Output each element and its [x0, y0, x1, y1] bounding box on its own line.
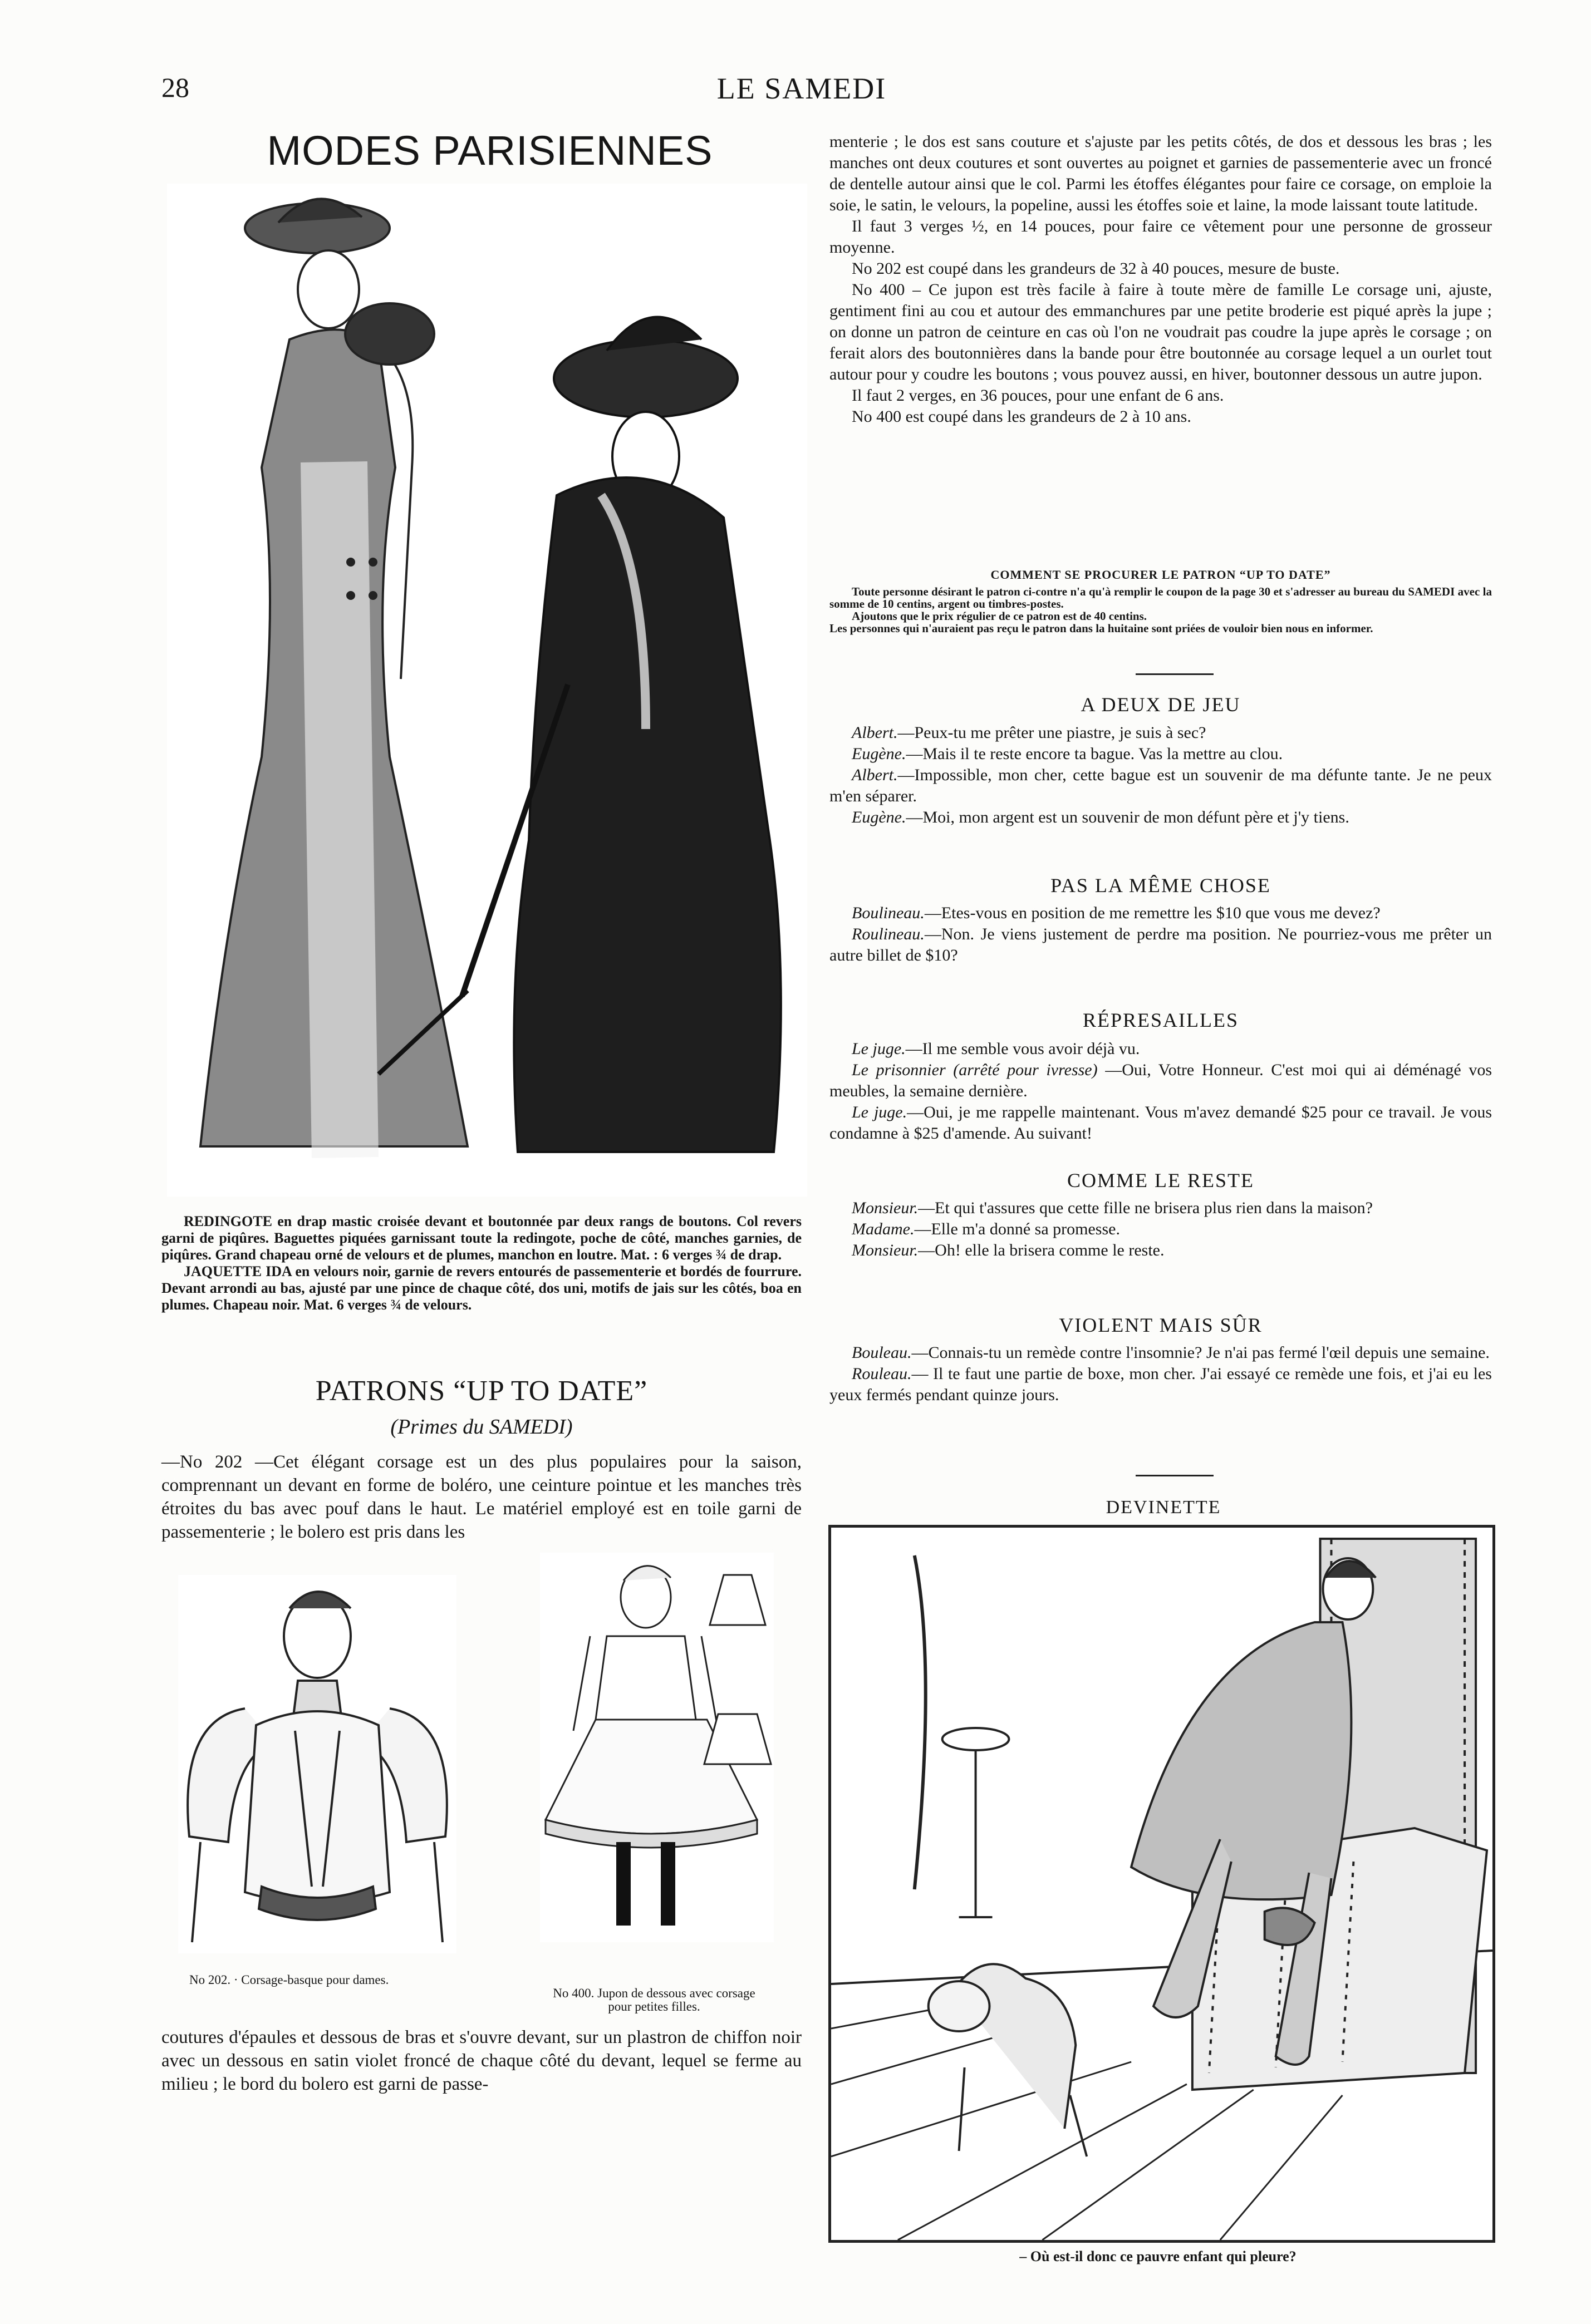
line-text: —Etes-vous en position de me remettre les $10 que vous me devez? — [924, 904, 1381, 922]
journal-title: LE SAMEDI — [716, 72, 887, 105]
paragraph: Il faut 3 verges ½, en 14 pouces, pour faire ce vêtement pour une personne de grosseur moyenne. — [829, 217, 1492, 257]
dialogue-line — [829, 1102, 1492, 1144]
paragraph: No 400 est coupé dans les grandeurs de 2 à 10 ans. — [852, 407, 1191, 426]
comment-body — [829, 585, 1492, 634]
divider — [1136, 673, 1214, 675]
dialogue-line — [829, 1363, 1492, 1406]
section-title-violent-mais-sur: VIOLENT MAIS SÛR — [1059, 1314, 1263, 1336]
dialogue-line — [829, 1342, 1492, 1363]
caption-redingote: REDINGOTE en drap mastic croisée devant et boutonnée par deux rangs de boutons. Col revers garni de piqûres. Baguettes piquées garnissant toute la redingote, poche de côté, manches garnies, de piqûres. Grand chapeau orné de velours et de plumes, manchon en loutre. Mat. : 6 verges ¾ de drap. — [161, 1213, 802, 1263]
section-title-modes: MODES PARISIENNES — [267, 127, 713, 174]
line-text: —Non. Je viens justement de perdre ma position. Ne pourriez-vous me prêter un autre billet de $10? — [829, 925, 1492, 964]
line-text: —Oui, je me rappelle maintenant. Vous m'avez demandé $25 pour ce travail. Je vous condamne à $25 d'amende. Au suivant! — [829, 1103, 1492, 1143]
speaker: Albert. — [852, 766, 898, 784]
paragraph: No 400 – Ce jupon est très facile à faire à toute mère de famille Le corsage uni, ajuste, gentiment fini au cou et autour des emmanchures par une petite broderie est piqué après la jupe ; on donne un patron de ceinture en cas où l'on ne voudrait pas coudre la jupe après le corsage ; on ferait alors des boutonnières dans la bande pour être boutonnée au corsage lequel a un ourlet tout autour pour y coudre les boutons ; vous pouvez aussi, en hiver, boutonner dessous un autre jupon. — [829, 280, 1492, 383]
caption-jaquette: JAQUETTE IDA en velours noir, garnie de revers entourés de passementerie et bordés de fourrure. Devant arrondi au bas, ajusté par une pince de chaque côté, dos uni, motifs de jais sur les côtés, boa en plumes. Chapeau noir. Mat. 6 verges ¾ de velours. — [161, 1263, 802, 1313]
dialogue-line — [829, 903, 1492, 924]
speaker: Monsieur. — [852, 1241, 919, 1259]
speaker: Boulineau. — [852, 904, 925, 922]
speaker: Le prisonnier (arrêté pour ivresse) — [852, 1061, 1098, 1079]
section-title-pas-la-meme-chose: PAS LA MÊME CHOSE — [1050, 874, 1271, 897]
speaker: Madame. — [852, 1220, 915, 1238]
line-text: —Oh! elle la brisera comme le reste. — [918, 1241, 1165, 1259]
dialogue-line — [829, 765, 1492, 807]
fashion-caption — [161, 1213, 802, 1313]
dialogue-a-deux-de-jeu — [829, 722, 1492, 828]
line-text: —Peux-tu me prêter une piastre, je suis à sec? — [897, 723, 1206, 742]
dialogue-violent-mais-sur — [829, 1342, 1492, 1406]
devinette-caption: – Où est-il donc ce pauvre enfant qui pleure? — [1019, 2248, 1297, 2264]
devinette-illustration — [828, 1525, 1495, 2243]
section-title-devinette: DEVINETTE — [1106, 1497, 1221, 1518]
section-title-patrons: PATRONS “UP TO DATE” — [315, 1375, 648, 1407]
comment-line: Les personnes qui n'auraient pas reçu le patron dans la huitaine sont priées de vouloir bien nous en informer. — [829, 622, 1373, 635]
speaker: Albert. — [852, 723, 898, 742]
patrons-description — [829, 131, 1492, 427]
corsage-illustration — [178, 1575, 456, 1953]
line-text: —Elle m'a donné sa promesse. — [914, 1220, 1120, 1238]
section-title-a-deux-de-jeu: A DEUX DE JEU — [1081, 693, 1241, 716]
page-number: 28 — [161, 72, 189, 103]
speaker: Roulineau. — [852, 925, 925, 943]
dialogue-line — [829, 1198, 1492, 1219]
line-text: —Il me semble vous avoir déjà vu. — [905, 1040, 1140, 1058]
speaker: Eugène. — [852, 808, 906, 826]
dialogue-line — [829, 924, 1492, 966]
comment-line: Toute personne désirant le patron ci-contre n'a qu'à remplir le coupon de la page 30 et s'adresser au bureau du SAMEDI avec la somme de 10 centins, argent ou timbres-postes. — [829, 585, 1492, 610]
jupon-illustration — [540, 1553, 774, 1942]
figure-202-caption: No 202. · Corsage-basque pour dames. — [189, 1973, 389, 1987]
patrons-continued-text: coutures d'épaules et dessous de bras et s'ouvre devant, sur un plastron de chiffon noir avec un dessous en satin violet froncé de chaque côté du devant, lequel se ferme au milieu ; le bord du bolero est garni de passe- — [161, 2027, 802, 2094]
figure-400-caption-line2: pour petites filles. — [608, 2000, 700, 2013]
comment-line: Ajoutons que le prix régulier de ce patron est de 40 centins. — [852, 609, 1147, 623]
dialogue-represailles — [829, 1038, 1492, 1144]
figure-400-caption-line1: No 400. Jupon de dessous avec corsage — [553, 1986, 755, 2000]
dialogue-line — [829, 807, 1492, 828]
paragraph: No 202 est coupé dans les grandeurs de 32 à 40 pouces, mesure de buste. — [852, 259, 1340, 278]
fashion-illustration — [167, 184, 807, 1197]
line-text: —Moi, mon argent est un souvenir de mon défunt père et j'y tiens. — [906, 808, 1349, 826]
section-title-comme-le-reste: COMME LE RESTE — [1067, 1169, 1254, 1191]
line-text: —Mais il te reste encore ta bague. Vas la mettre au clou. — [906, 745, 1283, 763]
dialogue-line — [829, 1240, 1492, 1261]
line-text: —Et qui t'assures que cette fille ne brisera plus rien dans la maison? — [918, 1199, 1373, 1217]
woman-redingote-figure — [200, 199, 468, 1158]
dialogue-comme-le-reste — [829, 1198, 1492, 1261]
dialogue-line — [829, 744, 1492, 765]
paragraph: menterie ; le dos est sans couture et s'ajuste par les petits côtés, de dos et dessous les bras ; les manches ont deux coutures et sont ouvertes au poignet et garnies de passementerie avec un froncé de dentelle autour ainsi que le col. Parmi les étoffes élégantes pour faire ce corsage, on emploie la soie, le satin, le velours, la popeline, aussi les étoffes soie et laine, la mode laissant toute latitude. — [829, 132, 1492, 214]
speaker: Le juge. — [852, 1103, 907, 1121]
patrons-subtitle: (Primes du SAMEDI) — [390, 1415, 573, 1439]
speaker: Bouleau. — [852, 1343, 912, 1362]
speaker: Eugène. — [852, 745, 906, 763]
dialogue-line — [829, 1219, 1492, 1240]
comment-heading: COMMENT SE PROCURER LE PATRON “UP TO DATE” — [990, 568, 1331, 582]
dialogue-pas-la-meme-chose — [829, 903, 1492, 966]
patrons-intro-text: —No 202 —Cet élégant corsage est un des plus populaires pour la saison, comprennant un devant en forme de boléro, une ceinture pointue et les manches très étroites du bas avec pouf dans le haut. Le matériel employé est en toile garni de passementerie ; le bolero est pris dans les — [161, 1452, 802, 1542]
section-title-represailles: RÉPRESAILLES — [1082, 1009, 1239, 1031]
divider — [1136, 1475, 1214, 1476]
speaker: Le juge. — [852, 1040, 906, 1058]
figure-400-caption — [498, 1987, 810, 2013]
line-text: — Il te faut une partie de boxe, mon cher. J'ai essayé ce remède une fois, et j'ai eu les yeux fermés pendant quinze jours. — [829, 1365, 1492, 1404]
dialogue-line — [829, 722, 1492, 744]
paragraph: Il faut 2 verges, en 36 pouces, pour une enfant de 6 ans. — [852, 386, 1224, 405]
line-text: —Oui, Votre Honneur. C'est moi qui ai déménagé vos meubles, la semaine dernière. — [829, 1061, 1492, 1100]
line-text: —Connais-tu un remède contre l'insomnie? Je n'ai pas fermé l'œil depuis une semaine. — [911, 1343, 1490, 1362]
line-text: —Impossible, mon cher, cette bague est un souvenir de ma défunte tante. Je ne peux m'en séparer. — [829, 766, 1492, 805]
dialogue-line — [829, 1060, 1492, 1102]
speaker: Rouleau. — [852, 1365, 912, 1383]
speaker: Monsieur. — [852, 1199, 919, 1217]
dialogue-line — [829, 1038, 1492, 1060]
